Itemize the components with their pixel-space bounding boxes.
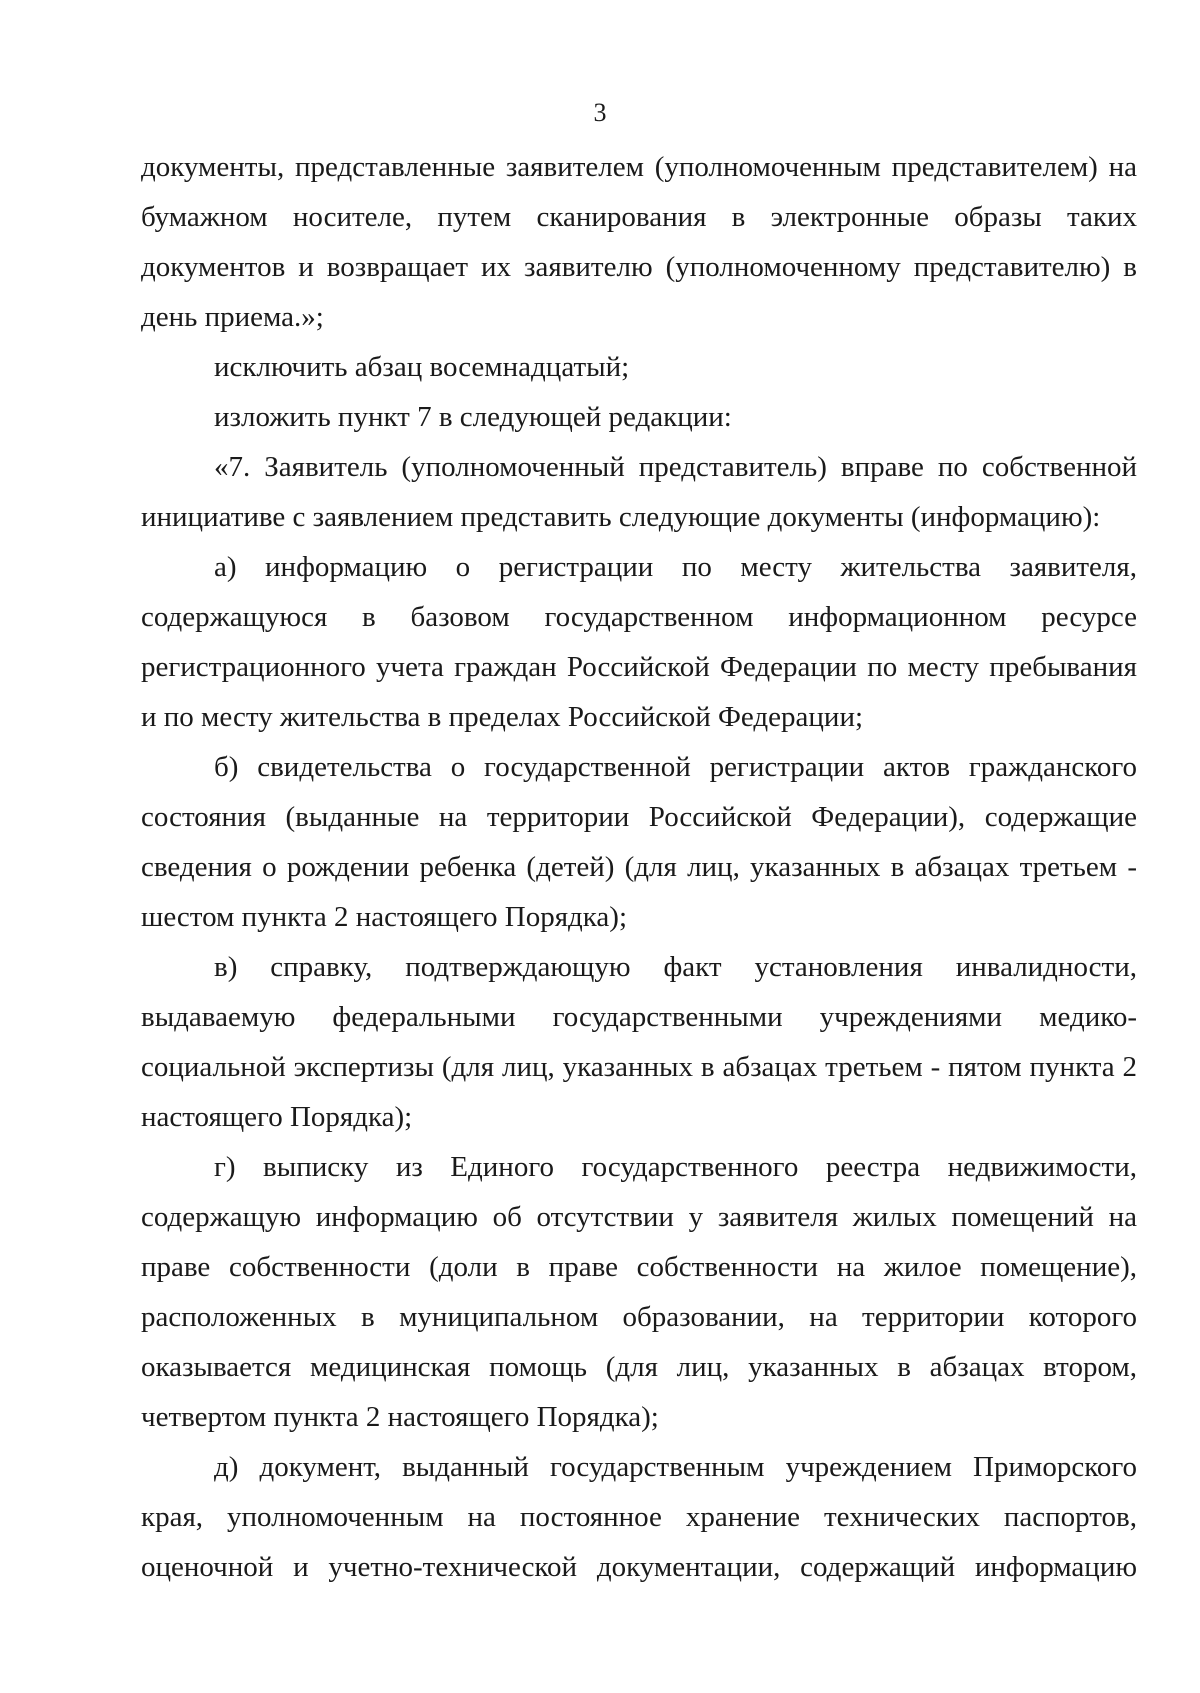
paragraph-subitem-a: а) информацию о регистрации по месту жительства заявителя, содержащуюся в базовом государственном информационном ресурсе регистрационного учета граждан Российской Федерации по месту пребывания и по месту жительства в пределах Российской Федерации;: [141, 551, 1137, 733]
paragraph-subitem-d: д) документ, выданный государственным учреждением Приморского края, уполномоченным на постоянное хранение технических паспортов, оценочной и учетно-технической документации, содержащий информацию: [141, 1451, 1137, 1583]
paragraph-subitem-b: б) свидетельства о государственной регистрации актов гражданского состояния (выданные на территории Российской Федерации), содержащие сведения о рождении ребенка (детей) (для лиц, указанных в абзацах третьем - шестом пункта 2 настоящего Порядка);: [141, 751, 1137, 933]
page-number: 3: [593, 98, 607, 127]
paragraph-item-7-intro: «7. Заявитель (уполномоченный представитель) вправе по собственной инициативе с заявлением представить следующие документы (информацию):: [141, 451, 1137, 533]
paragraph-subitem-g: г) выписку из Единого государственного реестра недвижимости, содержащую информацию об отсутствии у заявителя жилых помещений на праве собственности (доли в праве собственности на жилое помещение), расположенных в муниципальном образовании, на территории которого оказывается медицинская помощь (для лиц, указанных в абзацах втором, четвертом пункта 2 настоящего Порядка);: [141, 1151, 1137, 1433]
paragraph-continuation: документы, представленные заявителем (уполномоченным представителем) на бумажном носителе, путем сканирования в электронные образы таких документов и возвращает их заявителю (уполномоченному представителю) в день приема.»;: [141, 151, 1137, 333]
paragraph-subitem-v: в) справку, подтверждающую факт установления инвалидности, выдаваемую федеральными государственными учреждениями медико-социальной экспертизы (для лиц, указанных в абзацах третьем - пятом пункта 2 настоящего Порядка);: [141, 951, 1137, 1133]
paragraph-restate-item-7: изложить пункт 7 в следующей редакции:: [214, 401, 732, 433]
document-body: [141, 142, 1137, 1592]
paragraph-exclude-abzac: исключить абзац восемнадцатый;: [214, 351, 630, 383]
